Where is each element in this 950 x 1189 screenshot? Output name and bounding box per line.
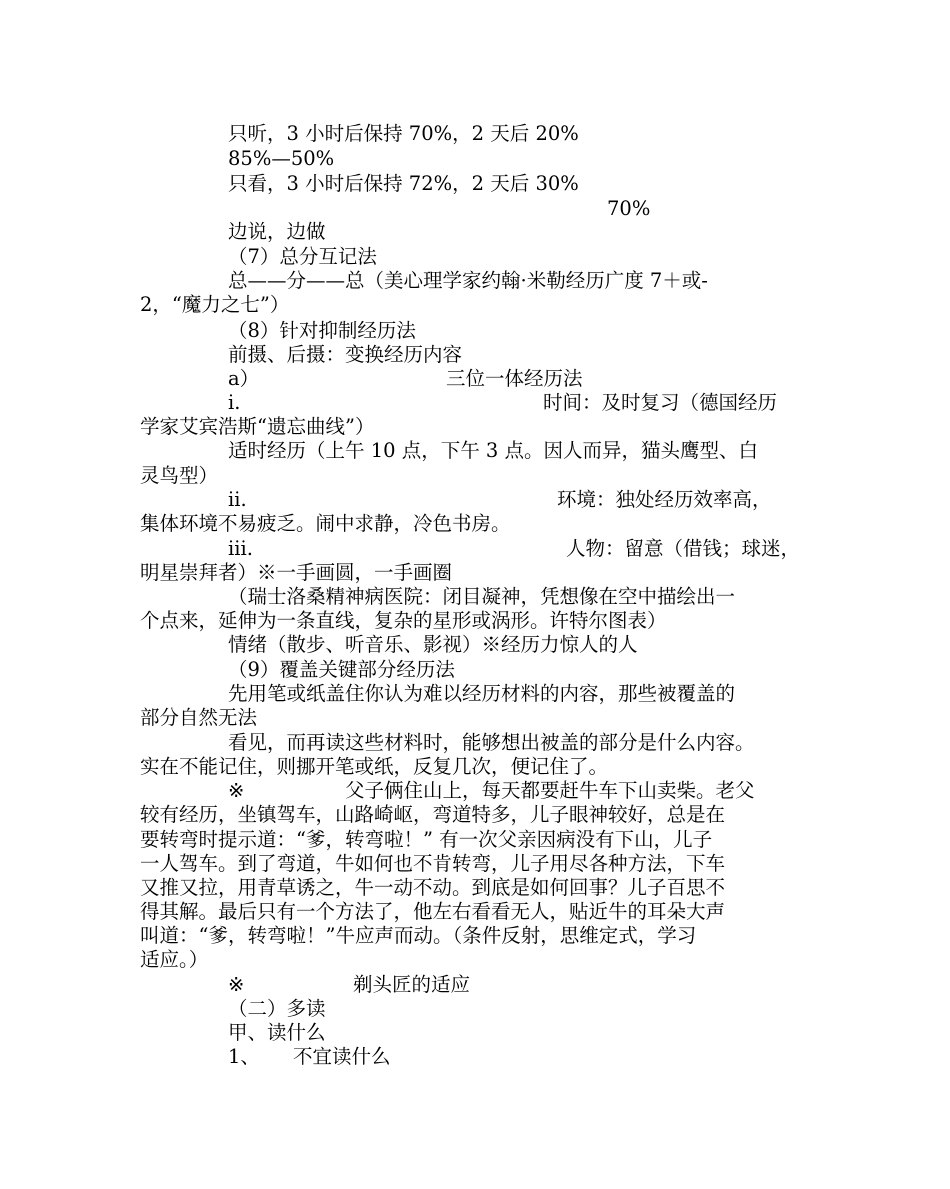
text-line bbox=[0, 608, 950, 634]
text-line bbox=[0, 632, 950, 658]
text-segment: 只看，3 小时后保持 72%，2 天后 30% bbox=[228, 172, 579, 195]
text-segment: 部分自然无法 bbox=[140, 706, 258, 729]
text-segment: 集体环境不易疲乏。闹中求静，冷色书房。 bbox=[140, 512, 511, 535]
text-line bbox=[0, 705, 950, 731]
text-segment: 看见，而再读这些材料时，能够想出被盖的部分是什么内容。 bbox=[228, 731, 755, 754]
text-segment: 父子俩住山上，每天都要赶牛车下山卖柴。老父 bbox=[345, 779, 755, 802]
text-segment: 前摄、后摄：变换经历内容 bbox=[228, 343, 463, 366]
text-segment: （7）总分互记法 bbox=[228, 245, 377, 268]
text-line bbox=[0, 390, 950, 416]
text-segment: 一人驾车。到了弯道，牛如何也不肯转弯，儿子用尽各种方法，下车 bbox=[140, 852, 726, 875]
section-heading bbox=[0, 318, 950, 344]
text-line bbox=[0, 487, 950, 513]
text-segment: （9）覆盖关键部分经历法 bbox=[228, 658, 455, 681]
text-line bbox=[0, 121, 950, 147]
text-line bbox=[0, 681, 950, 707]
text-line bbox=[0, 584, 950, 610]
text-line bbox=[0, 511, 950, 537]
text-segment: 1、 bbox=[228, 1045, 260, 1068]
text-segment: 学家艾宾浩斯“遗忘曲线”） bbox=[140, 415, 375, 438]
text-line bbox=[0, 778, 950, 804]
text-segment: 情绪（散步、听音乐、影视）※经历力惊人的人 bbox=[228, 633, 638, 656]
text-segment: a） bbox=[228, 367, 260, 390]
text-segment: ※ bbox=[228, 779, 245, 802]
text-line bbox=[0, 366, 950, 392]
text-line bbox=[0, 292, 950, 318]
text-segment: 灵鸟型） bbox=[140, 464, 219, 487]
text-line bbox=[0, 536, 950, 562]
text-segment: 70% bbox=[607, 197, 651, 220]
text-line bbox=[0, 875, 950, 901]
text-segment: ※ bbox=[228, 973, 245, 996]
text-segment: 三位一体经历法 bbox=[446, 367, 583, 390]
text-segment: 先用笔或纸盖住你认为难以经历材料的内容，那些被覆盖的 bbox=[228, 682, 736, 705]
text-segment: 环境：独处经历效率高， bbox=[557, 488, 772, 511]
text-segment: 甲、读什么 bbox=[228, 1021, 326, 1044]
text-segment: 不宜读什么 bbox=[293, 1045, 391, 1068]
text-line bbox=[0, 171, 950, 197]
text-line bbox=[0, 923, 950, 949]
text-segment: 2，“魔力之七”） bbox=[140, 293, 290, 316]
text-segment: （8）针对抑制经历法 bbox=[228, 319, 416, 342]
text-line bbox=[0, 730, 950, 756]
text-segment: 时间：及时复习（德国经历 bbox=[543, 391, 778, 414]
text-segment: 实在不能记住，则挪开笔或纸，反复几次，便记住了。 bbox=[140, 755, 609, 778]
text-segment: 要转弯时提示道：“爹，转弯啦！” 有一次父亲因病没有下山，儿子 bbox=[140, 828, 713, 851]
text-line bbox=[0, 342, 950, 368]
text-segment: 适应。） bbox=[140, 948, 209, 971]
text-line bbox=[0, 463, 950, 489]
text-line bbox=[0, 754, 950, 780]
text-line bbox=[0, 438, 950, 464]
text-segment: 人物：留意（借钱；球迷， bbox=[566, 537, 801, 560]
text-segment: 适时经历（上午 10 点，下午 3 点。因人而异，猫头鹰型、白 bbox=[228, 439, 759, 462]
text-line bbox=[0, 851, 950, 877]
text-line bbox=[0, 219, 950, 245]
text-segment: 只听，3 小时后保持 70%，2 天后 20% bbox=[228, 122, 579, 145]
text-segment: 明星崇拜者）※一手画圆，一手画圈 bbox=[140, 561, 453, 584]
text-segment: 叫道：“爹，转弯啦！”牛应声而动。（条件反射，思维定式，学习 bbox=[140, 924, 697, 947]
text-segment: （二）多读 bbox=[228, 997, 326, 1020]
text-line bbox=[0, 827, 950, 853]
text-line bbox=[0, 560, 950, 586]
text-segment: 总——分——总（美心理学家约翰·米勒经历广度 7＋或- bbox=[228, 269, 708, 292]
section-heading bbox=[0, 1044, 950, 1070]
text-segment: 又推又拉，用青草诱之，牛一动不动。到底是如何回事？儿子百思不 bbox=[140, 876, 726, 899]
text-segment: 个点来，延伸为一条直线，复杂的星形或涡形。许特尔图表） bbox=[140, 609, 667, 632]
text-segment: iii. bbox=[228, 537, 253, 560]
text-segment: 得其解。最后只有一个方法了，他左右看看无人，贴近牛的耳朵大声 bbox=[140, 900, 726, 923]
text-line bbox=[0, 947, 950, 973]
text-line bbox=[0, 972, 950, 998]
text-segment: 较有经历，坐镇驾车，山路崎岖，弯道特多，儿子眼神较好，总是在 bbox=[140, 803, 726, 826]
section-heading bbox=[0, 244, 950, 270]
text-segment: 边说，边做 bbox=[228, 220, 326, 243]
section-heading bbox=[0, 657, 950, 683]
text-line bbox=[0, 802, 950, 828]
text-segment: （瑞士洛桑精神病医院：闭目凝神，凭想像在空中描绘出一 bbox=[228, 585, 736, 608]
text-segment: 85%—50% bbox=[228, 147, 335, 170]
section-heading bbox=[0, 1020, 950, 1046]
text-segment: ii. bbox=[228, 488, 247, 511]
text-segment: 剃头匠的适应 bbox=[353, 973, 471, 996]
text-line bbox=[0, 899, 950, 925]
text-line bbox=[0, 268, 950, 294]
text-line bbox=[0, 414, 950, 440]
text-segment: i. bbox=[228, 391, 241, 414]
section-heading bbox=[0, 996, 950, 1022]
text-line bbox=[0, 146, 950, 172]
